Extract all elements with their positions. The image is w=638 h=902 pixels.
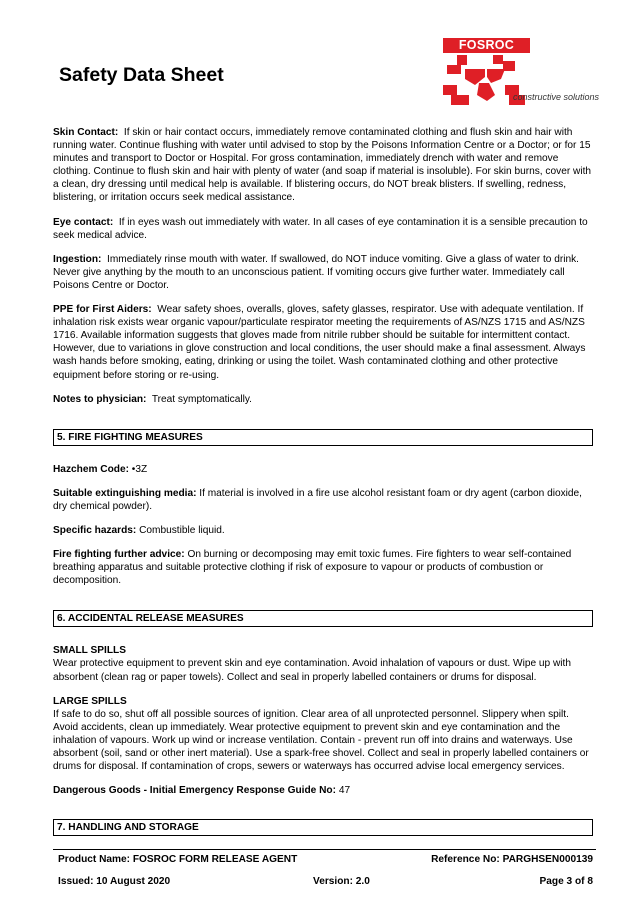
ingestion-text: Immediately rinse mouth with water. If swallowed, do NOT induce vomiting. Give a glass of water to drink. Never give anything by the mouth to an unconscious patient. If vomiting occurs give further water. Immediately call Poisons Centre or Doctor. — [53, 253, 579, 291]
dangerous-goods-paragraph — [53, 784, 593, 797]
footer-issued: Issued: 10 August 2020 — [58, 876, 171, 887]
eye-contact-paragraph — [53, 216, 593, 242]
notes-text: Treat symptomatically. — [151, 393, 252, 405]
ingestion-paragraph — [53, 253, 593, 292]
skin-contact-paragraph — [53, 126, 593, 205]
small-spills-text: Wear protective equipment to prevent skin and eye contamination. Avoid inhalation of vapours or dust. Wipe up with absorbent (clean rag or paper towels). Collect and seal in properly labelled containers or drums for disposal. — [53, 658, 571, 683]
page-footer — [53, 849, 596, 894]
footer-product-name: Product Name: FOSROC FORM RELEASE AGENT — [58, 854, 298, 865]
ppe-paragraph — [53, 303, 593, 382]
large-spills-heading: LARGE SPILLS — [53, 695, 127, 707]
specific-hazards-text: Combustible liquid. — [139, 524, 225, 536]
specific-hazards-paragraph — [53, 524, 593, 537]
media-paragraph — [53, 487, 593, 513]
footer-version: Version: 2.0 — [313, 876, 370, 887]
fosroc-logo — [443, 38, 600, 106]
hazchem-label: Hazchem Code: — [53, 463, 129, 475]
fire-advice-paragraph — [53, 548, 593, 587]
page-title: Safety Data Sheet — [59, 64, 224, 86]
footer-page-number: Page 3 of 8 — [539, 876, 593, 887]
ppe-label: PPE for First Aiders: — [53, 304, 152, 316]
specific-hazards-label: Specific hazards: — [53, 524, 137, 536]
eye-contact-text: If in eyes wash out immediately with water. In all cases of eye contamination it is a sensible precaution to seek medical advice. — [53, 216, 588, 241]
dangerous-goods-text: 47 — [338, 785, 351, 797]
section-heading-fire: 5. FIRE FIGHTING MEASURES — [53, 429, 593, 446]
footer-row-2 — [53, 872, 596, 894]
eye-contact-label: Eye contact: — [53, 216, 114, 228]
tagline: constructive solutions — [513, 92, 600, 102]
footer-row-1 — [53, 850, 596, 872]
fire-advice-label: Fire fighting further advice: — [53, 549, 185, 561]
section-heading-release: 6. ACCIDENTAL RELEASE MEASURES — [53, 610, 593, 627]
logo-text: FOSROC — [443, 38, 530, 53]
notes-paragraph — [53, 393, 593, 406]
media-label: Suitable extinguishing media: — [53, 487, 197, 499]
ppe-text: Wear safety shoes, overalls, gloves, safety glasses, respirator. Use with adequate ventilation. If inhalation risk exists wear organic vapour/particulate respirator meeting the requirements of AS/NZS 1715 and AS/NZS 1716. Available information suggests that gloves made from nitrile rubber should be suitable for intermittent contact. However, due to variations in glove construction and local conditions, the user should make a final assessment. Always wash hands before smoking, eating, drinking or using the toilet. Wash contaminated clothing and other protective equipment before storing or re-using. — [53, 304, 586, 381]
notes-label: Notes to physician: — [53, 393, 147, 405]
section-heading-handling: 7. HANDLING AND STORAGE — [53, 819, 593, 836]
skin-contact-label: Skin Contact: — [53, 127, 119, 138]
skin-contact-text: If skin or hair contact occurs, immediately remove contaminated clothing and flush skin and hair with running water. Continue flushing with water until advised to stop by the Poisons Information Centre or a Doctor; or for 15 minutes and transport to Doctor or Hospital. For gross contamination, immediately drench with water and remove clothing. Continue to flush skin and hair with plenty of water (and soap if material is insoluble). For skin burns, cover with a clean, dry dressing until medical help is available. If blistering occurs, do NOT break blisters. If swelling, redness, blistering, or irritation occurs seek medical assistance. — [53, 127, 592, 204]
fire-advice-text: On burning or decomposing may emit toxic fumes. Fire fighters to wear self-contained breathing apparatus and suitable protective clothing if risk of exposure to vapour or products of combustion or decomposition. — [53, 549, 572, 587]
footer-reference: Reference No: PARGHSEN000139 — [431, 854, 593, 865]
hazchem-paragraph — [53, 463, 593, 476]
dangerous-goods-label: Dangerous Goods - Initial Emergency Response Guide No: — [53, 785, 336, 797]
large-spills-text: If safe to do so, shut off all possible sources of ignition. Clear area of all unprotected personnel. Slippery when spilt. Avoid accidents, clean up immediately. Wear protective equipment to prevent skin and eye contamination and the inhalation of vapours. Work up wind or increase ventilation. Contain - prevent run off into drains and waterways. Use absorbent (soil, sand or other inert material). Use a spark-free shovel. Collect and seal in properly labelled containers or drums for disposal. If contamination of crops, sewers or waterways has occurred advise local emergency services. — [53, 708, 589, 773]
media-text: If material is involved in a fire use alcohol resistant foam or dry agent (carbon dioxide, dry chemical powder). — [53, 487, 582, 512]
small-spills-heading: SMALL SPILLS — [53, 645, 126, 657]
hazchem-text: •3Z — [131, 463, 148, 475]
document-body — [53, 126, 593, 836]
ingestion-label: Ingestion: — [53, 253, 102, 265]
